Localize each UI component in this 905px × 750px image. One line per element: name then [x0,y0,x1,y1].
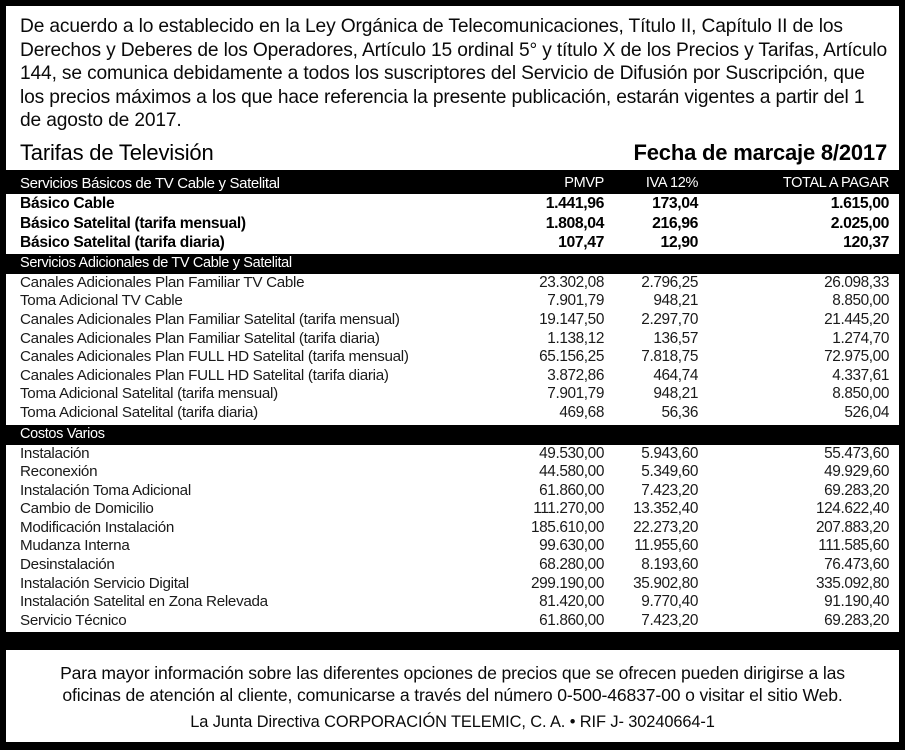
row-iva: 11.955,60 [634,537,698,555]
table-row [6,537,899,556]
table-row [6,214,899,234]
row-label: Toma Adicional Satelital (tarifa mensual) [20,385,278,403]
row-label: Canales Adicionales Plan FULL HD Satelital (tarifa diaria) [20,366,389,384]
table-row [6,348,899,367]
table-row [6,482,899,501]
row-total: 69.283,20 [824,611,889,629]
footer-separator-band [6,634,899,650]
row-iva: 464,74 [653,366,698,384]
row-label: Toma Adicional TV Cable [20,292,183,310]
row-iva: 2.297,70 [641,310,698,328]
footer [6,650,899,732]
row-total: 21.445,20 [824,310,889,328]
row-label: Instalación [20,444,90,462]
row-total: 2.025,00 [830,214,889,232]
row-total: 124.622,40 [815,500,889,518]
section-group-costos [6,445,899,633]
row-pmvp: 65.156,25 [539,348,604,366]
row-iva: 136,57 [653,329,698,347]
row-pmvp: 81.420,00 [539,593,604,611]
table-row [6,404,899,423]
row-total: 26.098,33 [824,273,889,291]
row-iva: 8.193,60 [641,556,698,574]
table-row [6,463,899,482]
row-total: 72.975,00 [824,348,889,366]
row-pmvp: 99.630,00 [539,537,604,555]
row-label: Canales Adicionales Plan FULL HD Satelital (tarifa mensual) [20,348,409,366]
row-total: 4.337,61 [832,366,889,384]
row-total: 111.585,60 [818,537,889,555]
column-header-pmvp: PMVP [564,174,604,191]
row-label: Toma Adicional Satelital (tarifa diaria) [20,403,258,421]
row-pmvp: 185.610,00 [530,518,604,536]
row-pmvp: 44.580,00 [539,463,604,481]
row-pmvp: 1.138,12 [547,329,604,347]
title-bar [6,133,899,170]
row-label: Instalación Servicio Digital [20,574,189,592]
row-label: Instalación Toma Adicional [20,481,191,499]
row-iva: 2.796,25 [641,273,698,291]
row-total: 526,04 [844,403,889,421]
table-row [6,330,899,349]
row-total: 69.283,20 [824,481,889,499]
row-total: 76.473,60 [824,556,889,574]
row-pmvp: 23.302,08 [539,273,604,291]
row-label: Cambio de Domicilio [20,500,154,518]
row-iva: 35.902,80 [633,574,698,592]
page-title: Tarifas de Televisión [20,139,214,165]
footer-signature: La Junta Directiva CORPORACIÓN TELEMIC, C. A. • RIF J- 30240664-1 [190,713,715,732]
row-iva: 5.943,60 [641,444,698,462]
row-label: Básico Satelital (tarifa diaria) [20,234,225,252]
footer-line-2: oficinas de atención al cliente, comunicarse a través del número 0-500-46837-00 o visitar el sitio Web. [62,685,843,706]
tariff-table [6,170,899,650]
row-label: Instalación Satelital en Zona Relevada [20,593,268,611]
row-label: Mudanza Interna [20,537,130,555]
row-iva: 7.423,20 [641,611,698,629]
row-total: 1.615,00 [830,194,889,212]
row-pmvp: 3.872,86 [547,366,604,384]
row-pmvp: 7.901,79 [547,292,604,310]
section-header-adicionales [6,254,899,273]
row-pmvp: 19.147,50 [539,310,604,328]
row-total: 335.092,80 [815,574,889,592]
column-header-total: TOTAL A PAGAR [782,174,889,191]
row-label: Básico Cable [20,194,115,212]
table-row [6,194,899,214]
section-group-basico [6,194,899,254]
row-iva: 173,04 [652,194,698,212]
document-frame [6,6,899,742]
table-row [6,292,899,311]
section-header-label: Servicios Adicionales de TV Cable y Satelital [20,254,292,271]
row-label: Modificación Instalación [20,518,175,536]
table-row [6,274,899,293]
section-header-label: Costos Varios [20,425,105,442]
row-iva: 22.273,20 [633,518,698,536]
table-row [6,556,899,575]
intro-paragraph [6,6,899,133]
row-pmvp: 299.190,00 [530,574,604,592]
row-label: Canales Adicionales Plan Familiar Satelital (tarifa mensual) [20,310,400,328]
table-row [6,367,899,386]
row-pmvp: 1.441,96 [545,194,604,212]
table-row [6,519,899,538]
table-column-header [6,173,899,194]
row-total: 8.850,00 [832,292,889,310]
intro-text: De acuerdo a lo establecido en la Ley Orgánica de Telecomunicaciones, Título II, Capítulo II de los Derechos y Deberes de los Operadores, Artículo 15 ordinal 5° y título X de los Precios y Tarifas, Artículo 144, se comunica debidamente a todos los suscriptores del Servicio de Difusión por Suscripción, que los precios máximos a los que hace referencia la presente publicación, estarán vigentes a partir del 1 de agosto de 2017. [20,16,888,132]
row-iva: 216,96 [652,214,698,232]
row-total: 49.929,60 [824,463,889,481]
row-label: Desinstalación [20,556,115,574]
row-pmvp: 1.808,04 [545,214,604,232]
row-pmvp: 68.280,00 [539,556,604,574]
table-row [6,445,899,464]
row-pmvp: 107,47 [558,234,604,252]
row-iva: 56,36 [661,403,698,421]
table-row [6,233,899,253]
row-total: 8.850,00 [832,385,889,403]
section-header-costos [6,425,899,444]
row-total: 207.883,20 [815,518,889,536]
row-iva: 9.770,40 [641,593,698,611]
row-total: 120,37 [843,234,889,252]
row-iva: 7.818,75 [641,348,698,366]
table-row [6,575,899,594]
row-total: 91.190,40 [824,593,889,611]
column-header-iva: IVA 12% [645,174,698,191]
table-row [6,311,899,330]
row-iva: 5.349,60 [641,463,698,481]
row-label: Básico Satelital (tarifa mensual) [20,214,246,232]
table-row [6,385,899,404]
row-label: Canales Adicionales Plan Familiar TV Cable [20,273,305,291]
row-iva: 948,21 [653,292,698,310]
row-pmvp: 61.860,00 [539,481,604,499]
row-iva: 13.352,40 [633,500,698,518]
row-pmvp: 111.270,00 [533,500,604,518]
row-pmvp: 49.530,00 [539,444,604,462]
row-iva: 7.423,20 [641,481,698,499]
column-header-label: Servicios Básicos de TV Cable y Satelital [20,174,280,192]
row-iva: 12,90 [660,234,698,252]
table-row [6,612,899,631]
table-row [6,593,899,612]
section-group-adicionales [6,274,899,425]
row-iva: 948,21 [653,385,698,403]
row-label: Reconexión [20,463,98,481]
table-row [6,500,899,519]
row-label: Servicio Técnico [20,611,127,629]
footer-line-1: Para mayor información sobre las diferentes opciones de precios que se ofrecen pueden dirigirse a las [60,663,845,684]
row-total: 1.274,70 [832,329,889,347]
row-pmvp: 61.860,00 [539,611,604,629]
row-total: 55.473,60 [824,444,889,462]
row-pmvp: 7.901,79 [547,385,604,403]
row-label: Canales Adicionales Plan Familiar Satelital (tarifa diaria) [20,329,380,347]
row-pmvp: 469,68 [559,403,604,421]
marking-date: Fecha de marcaje 8/2017 [633,139,887,165]
